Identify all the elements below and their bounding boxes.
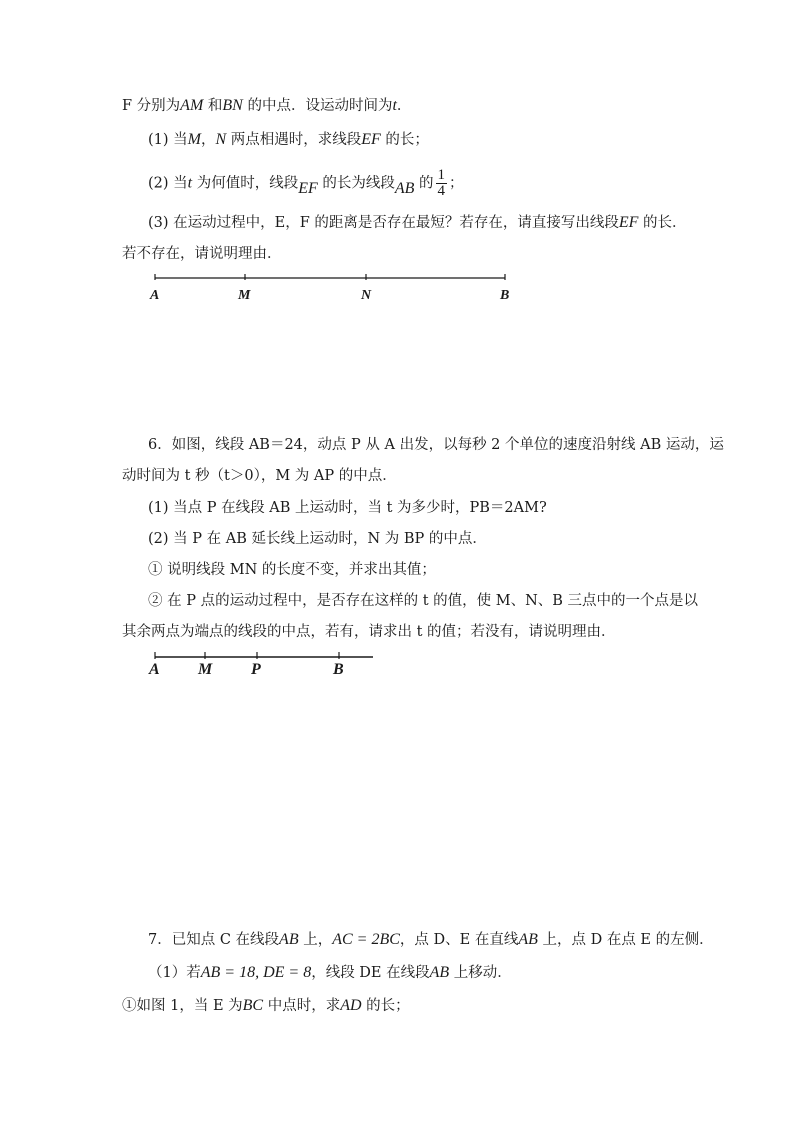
q7-part1-text: 上移动． [449, 965, 512, 981]
fraction-denominator: 4 [437, 183, 446, 199]
q6-part2 [148, 529, 487, 549]
q7-part1-text: （1）若 [148, 965, 201, 981]
math-ab: AB [518, 931, 538, 948]
q5-intro-text: F 分别为 [122, 98, 181, 114]
q5-part2-text: 的长为线段 [317, 175, 395, 192]
q5-part1-text: 的长； [380, 132, 429, 148]
fraction-numerator: 1 [437, 167, 446, 183]
q7-statement: 7．已知点 C 在线段 [148, 932, 280, 948]
q7-part1a-text: ①如图 1，当 E 为 [122, 998, 243, 1014]
point-label-b: B [500, 288, 510, 303]
fraction-one-quarter [436, 168, 448, 199]
q7-statement: 上， [298, 932, 333, 948]
q5-part1 [148, 130, 429, 150]
q5-intro-text: 和 [203, 98, 223, 114]
q5-part2-text: 为何值时，线段 [192, 175, 299, 192]
q6-statement: 6．如图，线段 AB＝24，动点 P 从 A 出发，以每秒 2 个单位的速度沿射线 AB 运动，运 [148, 437, 724, 453]
q5-part3-text: 若不存在，请说明理由． [122, 246, 282, 262]
math-am: AM [180, 97, 204, 114]
q5-part3-text: (3) 在运动过程中，E，F 的距离是否存在最短？若存在，请直接写出线段 [148, 215, 619, 231]
q6-line1 [148, 435, 724, 455]
math-m: M [187, 131, 201, 148]
math-ac-eq-2bc: AC = 2BC [332, 931, 400, 948]
q5-part3-text: 的长． [638, 215, 687, 231]
q7-part1-text: ，线段 DE 在线段 [311, 965, 430, 981]
point-label-n: N [361, 288, 372, 303]
math-ad: AD [340, 997, 362, 1014]
point-label-a: A [149, 661, 160, 678]
point-label-a: A [150, 288, 160, 303]
q7-part1a-text: 的长； [361, 998, 410, 1014]
math-ef: EF [298, 179, 318, 197]
math-t: t [187, 174, 193, 192]
point-label-b: B [333, 661, 344, 678]
math-bn: BN [222, 97, 243, 114]
math-ab: AB [429, 964, 450, 981]
q5-part2-text: (2) 当 [148, 175, 188, 192]
math-n: N [215, 131, 227, 148]
q5-part2 [148, 168, 464, 199]
q6-part2a-text: ① 说明线段 MN 的长度不变，并求出其值； [148, 562, 436, 578]
math-ab-de-values: AB = 18, DE = 8 [200, 964, 312, 981]
q5-part3-line2 [122, 244, 282, 264]
segment-diagram-q5 [145, 270, 545, 310]
point-label-m: M [238, 288, 251, 303]
q7-part1 [148, 963, 512, 983]
math-t: t [392, 97, 397, 114]
q6-part2-text: (2) 当 P 在 AB 延长线上运动时，N 为 BP 的中点． [148, 531, 487, 547]
q5-part2-text: 的 [414, 175, 434, 192]
math-ef: EF [618, 214, 639, 231]
point-label-m: M [198, 661, 213, 678]
q7-line1 [148, 930, 714, 950]
math-bc: BC [242, 997, 264, 1014]
q5-intro-line [122, 96, 411, 116]
q6-part1-text: (1) 当点 P 在线段 AB 上运动时，当 t 为多少时，PB＝2AM? [148, 500, 547, 516]
q6-part2b-text: 其余两点为端点的线段的中点，若有，请求出 t 的值；若没有，请说明理由． [122, 624, 616, 640]
q6-part2b-line2 [122, 622, 616, 642]
q7-part1a-text: 中点时，求 [263, 998, 341, 1014]
q5-part1-text: 两点相遇时，求线段 [226, 132, 362, 148]
q5-part1-text: (1) 当 [148, 132, 188, 148]
q6-part2b-line1 [148, 591, 698, 611]
q6-part1 [148, 498, 547, 518]
math-ab: AB [279, 931, 299, 948]
math-ab: AB [394, 179, 415, 197]
q5-part1-text: ， [200, 132, 216, 148]
q6-line2 [122, 466, 397, 486]
q5-part2-text: ； [449, 175, 464, 192]
q6-part2a [148, 560, 436, 580]
q5-intro-text: 的中点．设运动时间为 [242, 98, 393, 114]
q6-part2b-text: ② 在 P 点的运动过程中，是否存在这样的 t 的值，使 M、N、B 三点中的一个点是以 [148, 593, 699, 609]
q7-statement: ，点 D、E 在直线 [399, 932, 519, 948]
point-label-p: P [251, 661, 261, 678]
q5-intro-text: ． [396, 98, 412, 114]
math-ef: EF [361, 131, 381, 148]
q7-statement: 上，点 D 在点 E 的左侧． [537, 932, 714, 948]
q7-part1a [122, 996, 410, 1016]
q5-part3-line1 [148, 213, 687, 233]
segment-diagram-q6 [145, 650, 405, 690]
q6-statement: 动时间为 t 秒（t＞0），M 为 AP 的中点． [122, 468, 397, 484]
